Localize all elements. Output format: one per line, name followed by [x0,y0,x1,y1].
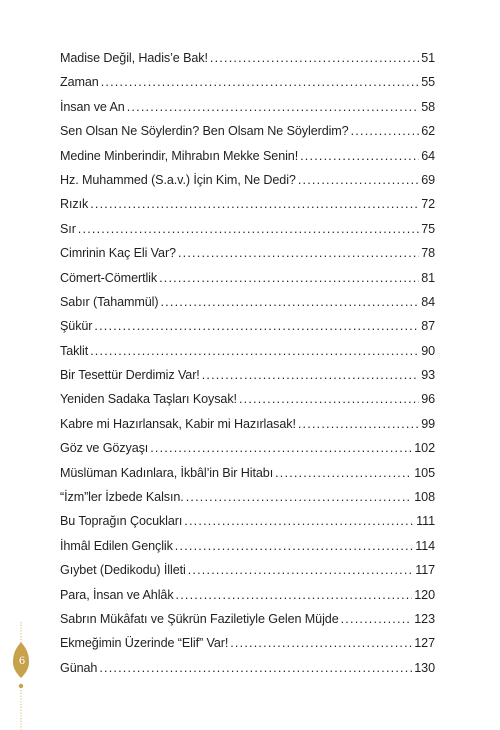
toc-entry[interactable] [60,417,435,441]
toc-entry-title: Sabrın Mükâfatı ve Şükrün Faziletiyle Gelen Müjde [60,611,339,626]
toc-dot-leader [78,222,419,236]
table-of-contents [60,51,435,685]
toc-dot-leader [99,661,412,675]
toc-dot-leader [351,124,420,138]
toc-entry-title: Medine Minberindir, Mihrabın Mekke Senin! [60,148,299,163]
toc-entry-page-number: 81 [421,270,435,285]
toc-dot-leader [230,636,412,650]
toc-entry[interactable] [60,319,435,343]
toc-dot-leader [275,466,412,480]
toc-dot-leader [159,271,419,285]
toc-entry-page-number: 127 [414,636,435,651]
toc-entry-title: “İzm”ler İzbede Kalsın. [60,490,184,505]
toc-dot-leader [239,392,419,406]
toc-dot-leader [150,441,412,455]
toc-entry-title: Hz. Muhammed (S.a.v.) İçin Kim, Ne Dedi? [60,172,296,187]
toc-entry[interactable] [60,441,435,465]
toc-dot-leader [341,612,413,626]
page-ornament [8,622,34,730]
toc-entry-page-number: 123 [414,611,435,626]
toc-entry[interactable] [60,392,435,416]
toc-entry[interactable] [60,368,435,392]
toc-entry[interactable] [60,344,435,368]
toc-entry[interactable] [60,490,435,514]
toc-entry-page-number: 62 [421,124,435,139]
toc-dot-leader [184,514,414,528]
toc-dot-leader [188,563,414,577]
toc-entry[interactable] [60,466,435,490]
toc-entry-title: Ekmeğimin Üzerinde “Elif” Var! [60,636,229,651]
toc-entry-title: Sır [60,221,76,236]
toc-entry-page-number: 120 [414,587,435,602]
toc-entry-title: Şükür [60,319,93,334]
toc-dot-leader [127,100,419,114]
toc-entry[interactable] [60,271,435,295]
toc-entry-page-number: 96 [421,392,435,407]
toc-entry-title: Göz ve Gözyaşı [60,441,149,456]
toc-entry-page-number: 51 [421,51,435,65]
toc-entry-title: Sen Olsan Ne Söylerdin? Ben Olsam Ne Söylerdim? [60,124,349,139]
toc-entry[interactable] [60,661,435,685]
toc-entry[interactable] [60,124,435,148]
toc-entry[interactable] [60,246,435,270]
ornament-dot [19,684,23,688]
toc-entry[interactable] [60,636,435,660]
toc-dot-leader [210,51,419,65]
toc-dot-leader [160,295,419,309]
toc-entry-page-number: 78 [421,246,435,261]
toc-entry[interactable] [60,514,435,538]
toc-entry-page-number: 117 [415,563,435,578]
toc-dot-leader [101,75,419,89]
toc-dot-leader [202,368,419,382]
toc-dot-leader [175,539,413,553]
toc-entry-page-number: 114 [415,538,435,553]
toc-entry-title: Taklit [60,343,89,358]
toc-entry-page-number: 58 [421,99,435,114]
toc-entry-title: Rızık [60,197,89,212]
toc-entry-title: Cömert-Cömertlik [60,270,158,285]
toc-entry-title: Bu Toprağın Çocukları [60,514,183,529]
toc-entry-title: Yeniden Sadaka Taşları Koysak! [60,392,237,407]
toc-dot-leader [300,149,419,163]
toc-entry[interactable] [60,222,435,246]
toc-entry[interactable] [60,295,435,319]
toc-entry-title: Para, İnsan ve Ahlâk [60,587,174,602]
toc-entry[interactable] [60,197,435,221]
toc-entry-page-number: 102 [414,441,435,456]
toc-entry[interactable] [60,149,435,173]
toc-entry-title: Zaman [60,75,99,90]
toc-entry-page-number: 72 [421,197,435,212]
toc-entry-title: İnsan ve An [60,99,125,114]
toc-entry-page-number: 111 [416,514,435,529]
toc-entry-title: Madise Değil, Hadis’e Bak! [60,51,208,65]
toc-dot-leader [94,319,419,333]
toc-entry-title: Müslüman Kadınlara, İkbâl’in Bir Hitabı [60,465,274,480]
toc-entry-page-number: 87 [421,319,435,334]
toc-entry[interactable] [60,173,435,197]
toc-entry-title: Kabre mi Hazırlansak, Kabir mi Hazırlasak! [60,416,296,431]
toc-dot-leader [298,417,419,431]
toc-entry-page-number: 64 [421,148,435,163]
toc-entry-title: Bir Tesettür Derdimiz Var! [60,368,200,383]
page-number: 6 [18,656,26,667]
toc-entry-page-number: 84 [421,294,435,309]
toc-dot-leader [186,490,413,504]
toc-entry-page-number: 90 [421,343,435,358]
toc-entry-title: Sabır (Tahammül) [60,294,159,309]
toc-dot-leader [178,246,419,260]
toc-entry[interactable] [60,539,435,563]
toc-entry-page-number: 55 [421,75,435,90]
toc-entry-page-number: 69 [421,172,435,187]
toc-entry-page-number: 108 [414,490,435,505]
toc-entry-title: Günah [60,660,98,675]
toc-entry-page-number: 75 [421,221,435,236]
toc-entry[interactable] [60,100,435,124]
toc-entry-title: İhmâl Edilen Gençlik [60,538,173,553]
toc-dot-leader [90,197,419,211]
toc-entry[interactable] [60,588,435,612]
toc-entry-page-number: 99 [421,416,435,431]
toc-dot-leader [176,588,413,602]
toc-entry[interactable] [60,75,435,99]
toc-entry[interactable] [60,612,435,636]
toc-entry-title: Gıybet (Dedikodu) İlleti [60,563,186,578]
toc-entry-page-number: 130 [414,660,435,675]
toc-entry-page-number: 105 [414,465,435,480]
toc-entry[interactable] [60,563,435,587]
toc-entry-page-number: 93 [421,368,435,383]
toc-entry[interactable] [60,51,435,75]
toc-dot-leader [298,173,419,187]
toc-dot-leader [90,344,419,358]
toc-entry-title: Cimrinin Kaç Eli Var? [60,246,176,261]
